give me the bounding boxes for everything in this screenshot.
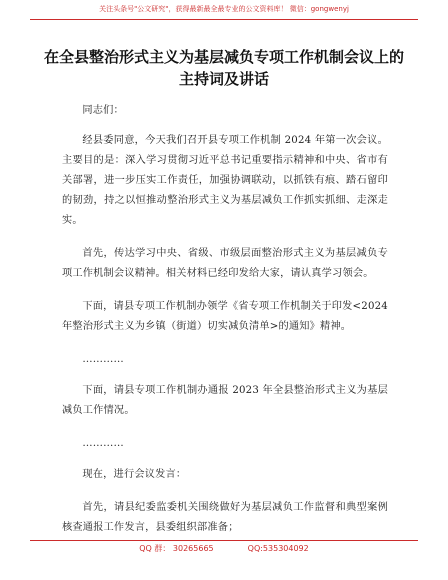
footer-contact [0, 543, 448, 555]
paragraph-speech-intro: 现在，进行会议发言： [82, 469, 187, 480]
footer-qq-group: QQ 群： 30265665 [139, 544, 214, 553]
paragraph-ellipsis: ………… [82, 354, 124, 365]
header-banner: 关注头条号"公文研究"，获得最新最全最专业的公文资料库！ 微信：gongwenyj [99, 5, 349, 13]
paragraph-second-item: 下面，请县专项工作机制办领学《省专项工作机制关于印发<2024 年整治形式主义为乡镇（街道）切实减负清单>的通知》精神。 [62, 301, 388, 332]
paragraph-report: 下面，请县专项工作机制办通报 2023 年全县整治形式主义为基层减负工作情况。 [62, 385, 388, 416]
footer-qq-number: QQ:535304092 [247, 544, 309, 553]
paragraph-greeting: 同志们： [82, 105, 124, 116]
header-divider [30, 19, 418, 20]
footer-divider [30, 540, 418, 541]
document-title: 在全县整治形式主义为基层减负专项工作机制会议上的主持词及讲话 [43, 48, 404, 88]
document-body [62, 101, 388, 551]
paragraph-speech-first: 首先，请县纪委监委机关围绕做好为基层减负工作监督和典型案例核查通报工作发言，县委组织部准备； [62, 502, 388, 533]
paragraph-first-item: 首先，传达学习中央、省级、市级层面整治形式主义为基层减负专项工作机制会议精神。相关材料已经印发给大家，请认真学习领会。 [62, 248, 388, 279]
paragraph-ellipsis: ………… [82, 438, 124, 449]
paragraph-opening: 经县委同意，今天我们召开县专项工作机制 2024 年第一次会议。主要目的是：深入学习贯彻习近平总书记重要指示精神和中央、省市有关部署，进一步压实工作责任，加强协调联动，以抓铁有痕、踏石留印的韧劲，持之以恒推动整治形式主义为基层减负工作抓实抓细、走深走实。 [62, 135, 388, 226]
